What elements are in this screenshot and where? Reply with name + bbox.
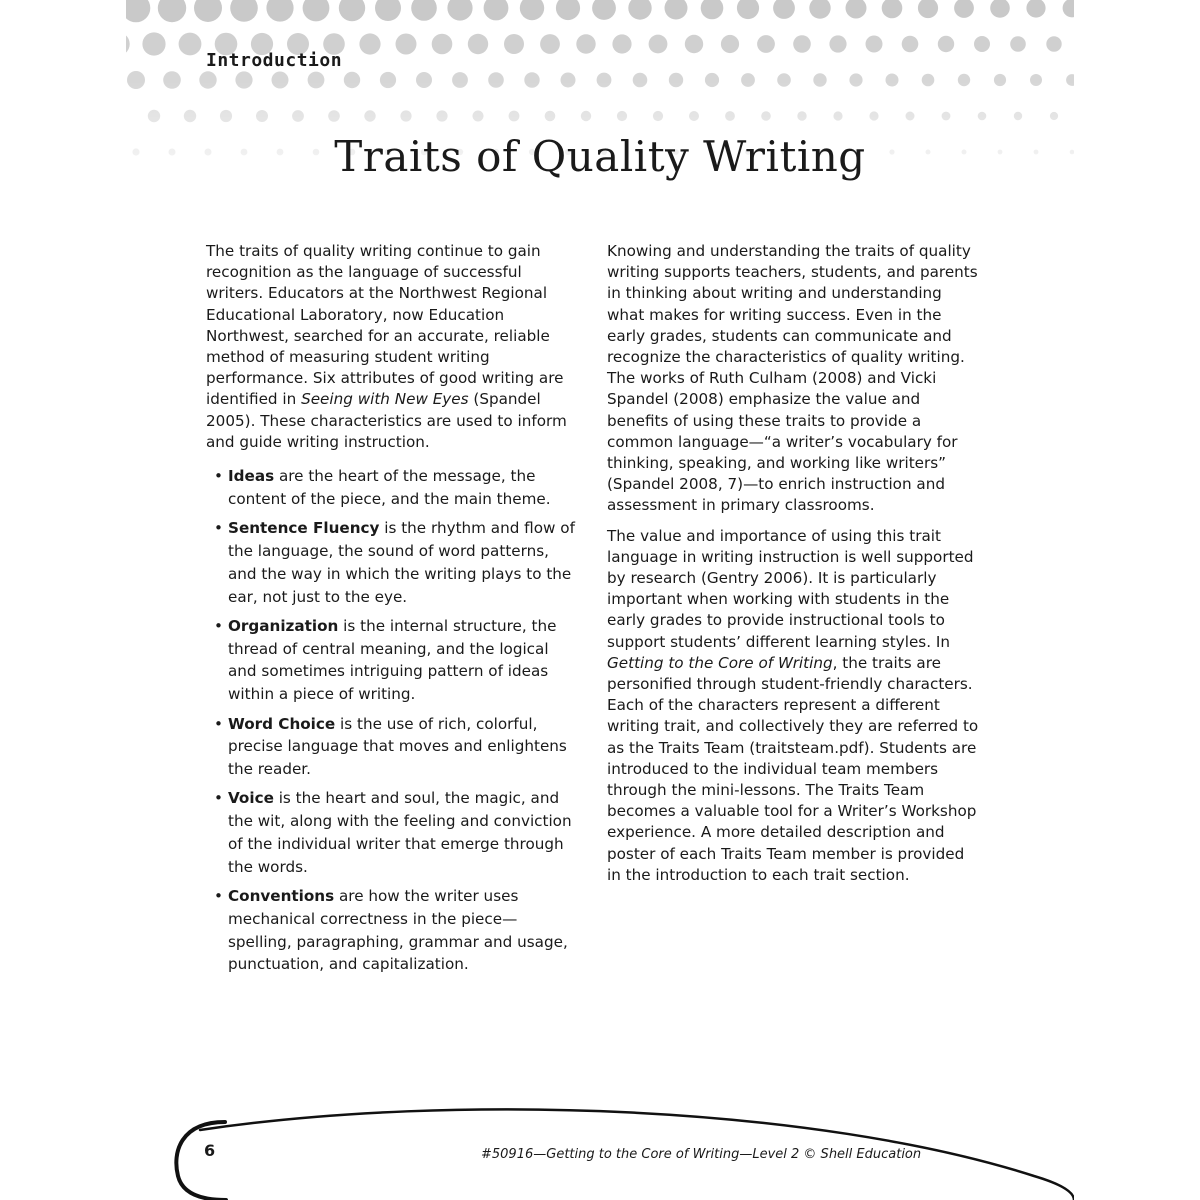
trait-description: is the heart and soul, the magic, and the wit, along with the feeling and conviction of the individual writer that emerge through the words.	[228, 789, 572, 876]
trait-name: Ideas	[228, 467, 275, 486]
section-label: Introduction	[206, 50, 343, 71]
trait-name: Voice	[228, 789, 274, 808]
trait-item-sentence-fluency	[228, 517, 578, 608]
intro-text-part: The traits of quality writing continue to gain recognition as the language of successful writers. Educators at the Northwest Regional Educational Laboratory, now Education Northwest, searched for an accurate, reliable method of measuring student writing performance. Six attributes of good writing are identified in	[206, 242, 564, 409]
trait-description: are the heart of the message, the content of the piece, and the main theme.	[228, 467, 551, 508]
trait-list	[206, 465, 578, 976]
trait-name: Organization	[228, 616, 339, 635]
trait-description: is the use of rich, colorful, precise language that moves and enlightens the reader.	[228, 714, 567, 779]
trait-description: is the rhythm and flow of the language, the sound of word patterns, and the way in which the writing plays to the ear, not just to the eye.	[228, 519, 575, 606]
document-page	[126, 0, 1074, 1200]
halftone-dot-banner	[126, 0, 1074, 230]
intro-paragraph	[206, 241, 578, 453]
right-column	[607, 241, 979, 895]
trait-description: is the internal structure, the thread of central meaning, and the logical and sometimes intriguing pattern of ideas within a piece of writing.	[228, 616, 557, 704]
footer-credit: #50916—Getting to the Core of Writing—Level 2 © Shell Education	[481, 1147, 922, 1162]
trait-name: Conventions	[228, 887, 335, 906]
page-title: Traits of Quality Writing	[334, 132, 866, 181]
book-title-citation: Seeing with New Eyes	[301, 390, 469, 409]
trait-item-voice	[228, 787, 578, 878]
trait-item-conventions	[228, 885, 578, 976]
body-text-part: The value and importance of using this trait language in writing instruction is well supported by research (Gentry 2006). It is particularly important when working with students in the early grades to provide instructional tools to support students’ different learning styles. In	[607, 526, 974, 651]
intro-text-part: (Spandel 2005). These characteristics are used to inform and guide writing instruction.	[206, 390, 567, 451]
trait-item-organization	[228, 615, 578, 706]
body-text-part: , the traits are personified through student-friendly characters. Each of the characters represent a different writing trait, and collectively they are referred to as the Traits Team (traitsteam.pdf). Students are introduced to the individual team members through the mini-lessons. The Traits Team becomes a valuable tool for a Writer’s Workshop experience. A more detailed description and poster of each Traits Team member is provided in the introduction to each trait section.	[607, 653, 979, 884]
trait-name: Word Choice	[228, 714, 336, 733]
body-paragraph	[607, 526, 979, 886]
trait-description: are how the writer uses mechanical correctness in the piece—spelling, paragraphing, grammar and usage, punctuation, and capitalization.	[228, 887, 568, 974]
trait-item-ideas	[228, 465, 578, 511]
body-paragraph: Knowing and understanding the traits of quality writing supports teachers, students, and parents in thinking about writing and understanding what makes for writing success. Even in the early grades, students can communicate and recognize the characteristics of quality writing. The works of Ruth Culham (2008) and Vicki Spandel (2008) emphasize the value and benefits of using these traits to provide a common language—“a writer’s vocabulary for thinking, speaking, and working like writers” (Spandel 2008, 7)—to enrich instruction and assessment in primary classrooms.	[607, 242, 978, 515]
left-column	[206, 241, 578, 983]
book-title-citation: Getting to the Core of Writing	[607, 653, 833, 672]
trait-name: Sentence Fluency	[228, 519, 380, 538]
trait-item-word-choice	[228, 713, 578, 781]
page-number: 6	[204, 1141, 216, 1160]
